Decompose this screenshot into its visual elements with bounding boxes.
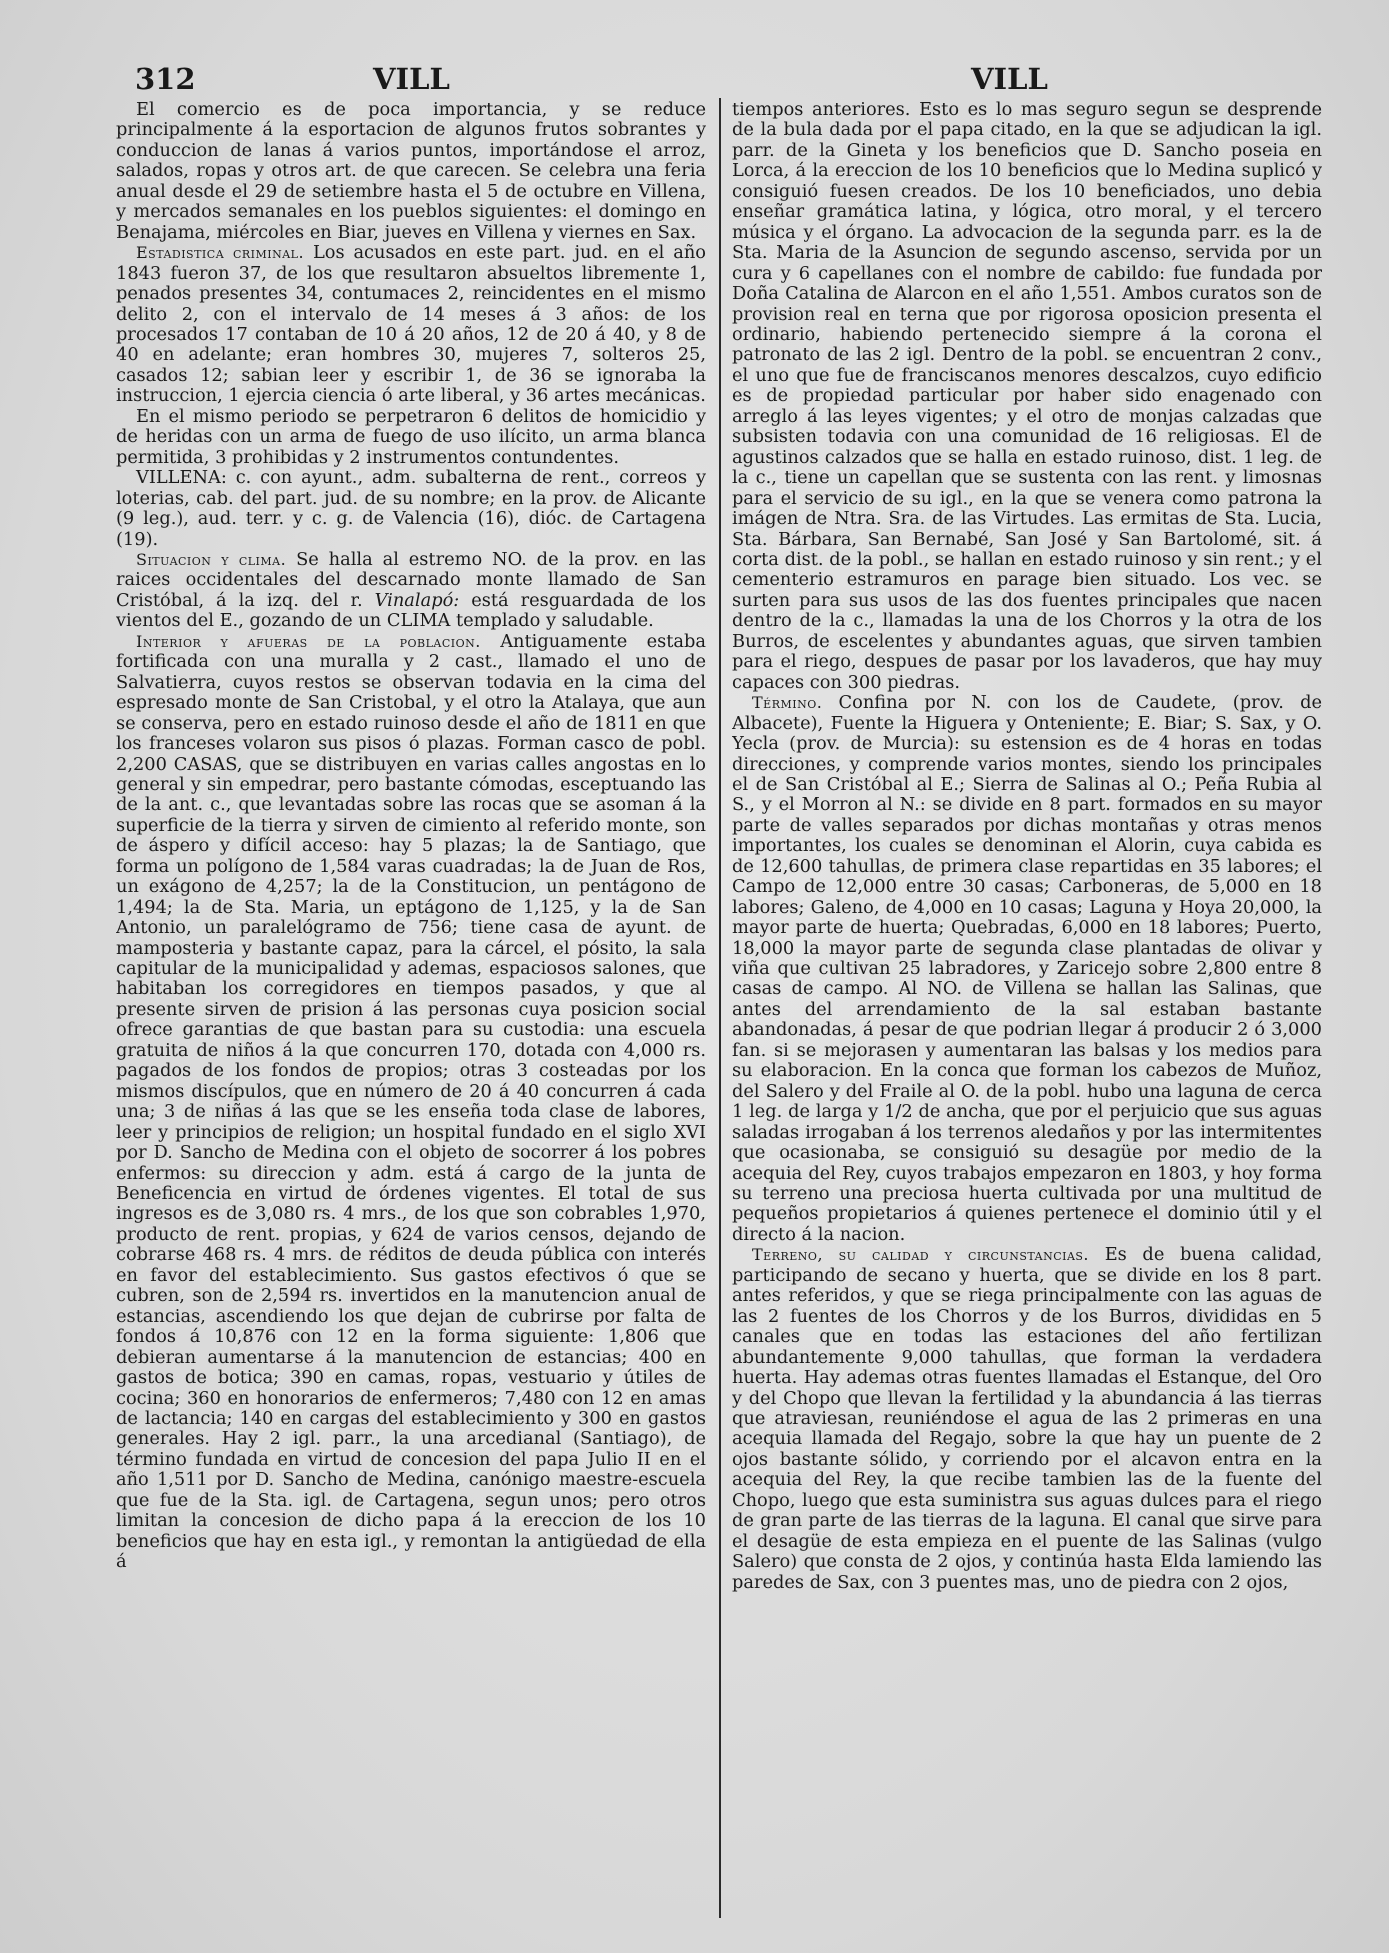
- page-header: [135, 62, 1235, 100]
- paragraph: [732, 693, 1322, 1245]
- left-column: [116, 100, 706, 1920]
- paragraph-text: Se halla al estremo NO. de la prov. en las raices occidentales del descarnado monte llamado de San Cristóbal, á la izq. del r.: [116, 548, 706, 611]
- paragraph-text: Confina por N. con los de Caudete, (prov. de Albacete), Fuente la Higuera y Onteniente; E. Biar; S. Sax, y O. Yecla (prov. de Murcia): su estension es de 4 horas en todas direcciones, y comprende varios montes, siendo los principales el de San Cristóbal al E.; Sierra de Salinas al O.; Peña Rubia al S., y el Morron al N.: se divide en 8 part. formados en su mayor parte de valles separados por dichas montañas y otras menos importantes, los cuales se denominan el Alorin, cuya cabida es de 12,600 tahullas, de primera clase repartidas en 35 labores; el Campo de 12,000 entre 30 casas; Carboneras, de 5,000 en 18 labores; Galeno, de 4,000 en 10 casas; Laguna y Hoya 20,000, la mayor parte de huerta; Quebradas, 6,000 en 18 labores; Puerto, 18,000 la mayor parte de segunda clase plantadas de olivar y viña que cultivan 25 labradores, y Zaricejo sobre 2,800 entre 8 casas de campo. Al NO. de Villena se hallan las Salinas, que antes del arrendamiento de la sal estaban bastante abandonadas, á pesar de que podrian llegar á producir 2 ó 3,000 fan. si se mejorasen y aumentaran las balsas y los medios para su elaboracion. En la conca que forman los cabezos de Muñoz, del Salero y del Fraile al O. de la pobl. hubo una laguna de cerca 1 leg. de larga y 1/2 de ancha, que por el perjuicio que sus aguas saladas irrogaban á los terrenos aledaños y por las intermitentes que ocasionaba, se consiguió su desagüe por medio de la acequia del Rey, cuyos trabajos empezaron en 1803, y hoy forma su terreno una preciosa huerta cultivada por una multitud de pequeños propietarios á quienes pertenece el dominio útil y el directo á la nacion.: [732, 692, 1322, 1245]
- river-name: Vinalapó:: [374, 589, 460, 611]
- section-heading: Interior y afueras de la poblacion.: [136, 631, 481, 651]
- paragraph-text: El comercio es de poca importancia, y se reduce principalmente á la esportacion de algunos frutos sobrantes y conduccion de lanas á varios puntos, importándose el arroz, salados, ropas y otros art. de que carecen. Se celebra una feria anual desde el 29 de setiembre hasta el 5 de octubre en Villena, y mercados semanales en los pueblos siguientes: el domingo en Benajama, miércoles en Biar, jueves en Villena y viernes en Sax.: [116, 100, 706, 243]
- paragraph: [116, 468, 706, 550]
- paragraph: [732, 1245, 1322, 1593]
- section-heading: Término.: [752, 693, 823, 713]
- paragraph: [732, 100, 1322, 693]
- paragraph-text: está resguardada de los vientos del E., gozando de un CLIMA templado y saludable.: [116, 589, 706, 632]
- paragraph-text: Los acusados en este part. jud. en el año 1843 fueron 37, de los que resultaron absueltos libremente 1, penados presentes 34, contumaces 2, reincidentes en el mismo delito 2, con el intervalo de 14 meses á 3 años: de los procesados 17 contaban de 10 á 20 años, 12 de 20 á 40, y 8 de 40 en adelante; eran hombres 30, mujeres 7, solteros 25, casados 12; sabian leer y escribir 1, de 36 se ignoraba la instruccion, 1 ejercia ciencia ó arte liberal, y 36 artes mecánicas.: [116, 242, 706, 407]
- page-number: 312: [135, 62, 196, 96]
- paragraph-text: VILLENA: c. con ayunt., adm. subalterna de rent., correos y loterias, cab. del part. jud. de su nombre; en la prov. de Alicante (9 leg.), aud. terr. y c. g. de Valencia (16), dióc. de Cartagena (19).: [116, 467, 706, 550]
- section-heading: Estadistica criminal.: [136, 243, 305, 263]
- paragraph: [116, 100, 706, 243]
- paragraph: [116, 632, 706, 1573]
- section-heading: Situacion y clima.: [136, 549, 287, 569]
- running-head-right: VILL: [971, 62, 1048, 96]
- paragraph-text: Antiguamente estaba fortificada con una muralla y 2 cast., llamado el uno de Salvatierra, cuyos restos se observan todavia en la cima del espresado monte de San Cristobal, y el otro la Atalaya, que aun se conserva, pero en estado ruinoso desde el año de 1811 en que los franceses volaron sus pisos ó plazas. Forman casco de pobl. 2,200 CASAS, que se distribuyen en varias calles angostas en lo general y sin empedrar, pero bastante cómodas, esceptuando las de la ant. c., que levantadas sobre las rocas que se asoman á la superficie de la tierra y sirven de cimiento al referido monte, son de áspero y difícil acceso: hay 5 plazas; la de Santiago, que forma un polígono de 1,584 varas cuadradas; la de Juan de Ros, un exágono de 4,257; la de la Constitucion, un pentágono de 1,494; la de Sta. Maria, un eptágono de 1,125, y la de San Antonio, un paralelógramo de 756; tiene casa de ayunt. de mamposteria y bastante capaz, para la cárcel, el pósito, la sala capitular de la municipalidad y ademas, espaciosos salones, que habitaban los corregidores en tiempos pasados, y que al presente sirven de prision á las personas cuya posicion social ofrece garantias de que bastan para su custodia: una escuela gratuita de niños á la que concurren 170, dotada con 4,000 rs. pagados de los fondos de propios; otras 3 costeadas por los mismos discípulos, que en número de 20 á 40 concurren á cada una; 3 de niñas á las que se les enseña toda clase de labores, leer y principios de religion; un hospital fundado en el siglo XVI por D. Sancho de Medina con el objeto de socorrer á los pobres enfermos: su direccion y adm. está á cargo de la junta de Beneficencia en virtud de órdenes vigentes. El total de sus ingresos es de 3,080 rs. 4 mrs., de los que son cobrables 1,970, producto de rent. propias, y 624 de varios censos, dejando de cobrarse 468 rs. 4 mrs. de réditos de deuda pública con interés en favor del establecimiento. Sus gastos efectivos ó que se cubren, son de 2,594 rs. invertidos en la manutencion anual de estancias, ascendiendo los que dejan de cubrirse por falta de fondos á 10,876 con 12 en la forma siguiente: 1,806 que debieran aumentarse á la manutencion de estancias; 400 en gastos de botica; 390 en camas, ropas, vestuario y útiles de cocina; 360 en honorarios de enfermeros; 7,480 con 12 en amas de lactancia; 140 en cargas del establecimiento y 300 en gastos generales. Hay 2 igl. parr., la una arcedianal (Santiago), de término fundada en virtud de concesion del papa Julio II en el año 1,511 por D. Sancho de Medina, canónigo maestre-escuela que fue de la Sta. igl. de Cartagena, segun unos; pero otros limitan la concesion de dicho papa á la ereccion de los 10 beneficios que hay en esta igl., y remontan la antigüedad de ella á: [116, 630, 706, 1573]
- paragraph-text: tiempos anteriores. Esto es lo mas seguro segun se desprende de la bula dada por el papa citado, en la que se adjudican la igl. parr. de la Gineta y los beneficios que D. Sancho poseia en Lorca, á la ereccion de los 10 beneficios que lo Medina suplicó y consiguió fuesen creados. De los 10 beneficiados, uno debia enseñar gramática latina, y lógica, otro moral, y el tercero música y el órgano. La advocacion de la segunda parr. es la de Sta. Maria de la Asuncion de segundo ascenso, servida por un cura y 6 capellanes con el nombre de cabildo: fue fundada por Doña Catalina de Alarcon en el año 1,551. Ambos curatos son de provision real en terna que por rigorosa oposicion presenta el ordinario, habiendo pertenecido siempre á la corona el patronato de las 2 igl. Dentro de la pobl. se encuentran 2 conv., el uno que fue de franciscanos menores descalzos, cuyo edificio es de propiedad particular por haber sido enagenado con arreglo á las leyes vigentes; y el otro de monjas calzadas que subsisten todavia con una comunidad de 16 religiosas. El de agustinos calzados que se halla en estado ruinoso, dist. 1 leg. de la c., tiene un capellan que se sustenta con las rent. y limosnas para el servicio de su igl., en la que se venera como patrona la imágen de Ntra. Sra. de las Virtudes. Las ermitas de Sta. Lucia, Sta. Bárbara, San Bernabé, San José y San Bartolomé, sit. á corta dist. de la pobl., se hallan en estado ruinoso y sin rent.; y el cementerio estramuros en parage bien situado. Los vec. se surten para sus usos de las dos fuentes principales que nacen dentro de la c., llamadas la una de los Chorros y la otra de los Burros, de escelentes y abundantes aguas, que sirven tambien para el riego, despues de pasar por los lavaderos, que hay muy capaces con 300 piedras.: [732, 100, 1322, 693]
- paragraph-text: En el mismo periodo se perpetraron 6 delitos de homicidio y de heridas con un arma de fuego de uso ilícito, un arma blanca permitida, 3 prohibidas y 2 instrumentos contundentes.: [116, 405, 706, 468]
- paragraph: [116, 550, 706, 632]
- right-column: [732, 100, 1322, 1920]
- paragraph: [116, 243, 706, 407]
- section-heading: Terreno, su calidad y circunstancias.: [752, 1245, 1090, 1265]
- paragraph: [116, 407, 706, 468]
- paragraph-text: Es de buena calidad, participando de secano y huerta, que se divide en los 8 part. antes referidos, y que se riega principalmente con las aguas de las 2 fuentes de los Chorros y de los Burros, divididas en 5 canales que en todas las estaciones del año fertilizan abundantemente 9,000 tahullas, que forman la verdadera huerta. Hay ademas otras fuentes llamadas el Estanque, del Oro y del Chopo que llevan la fertilidad y la abundancia á las tierras que atraviesan, reuniéndose el agua de las 2 primeras en una acequia llamada del Regajo, sobre la que hay un puente de 2 ojos bastante sólido, y corriendo por el alcavon entra en la acequia del Rey, la que recibe tambien las de la fuente del Chopo, luego que esta suministra sus aguas dulces para el riego de gran parte de las tierras de la laguna. El canal que sirve para el desagüe de esta empieza en el puente de las Salinas (vulgo Salero) que consta de 2 ojos, y continúa hasta Elda lamiendo las paredes de Sax, con 3 puentes mas, uno de piedra con 2 ojos,: [732, 1244, 1322, 1593]
- column-rule: [719, 98, 721, 1918]
- running-head-left: VILL: [373, 62, 450, 96]
